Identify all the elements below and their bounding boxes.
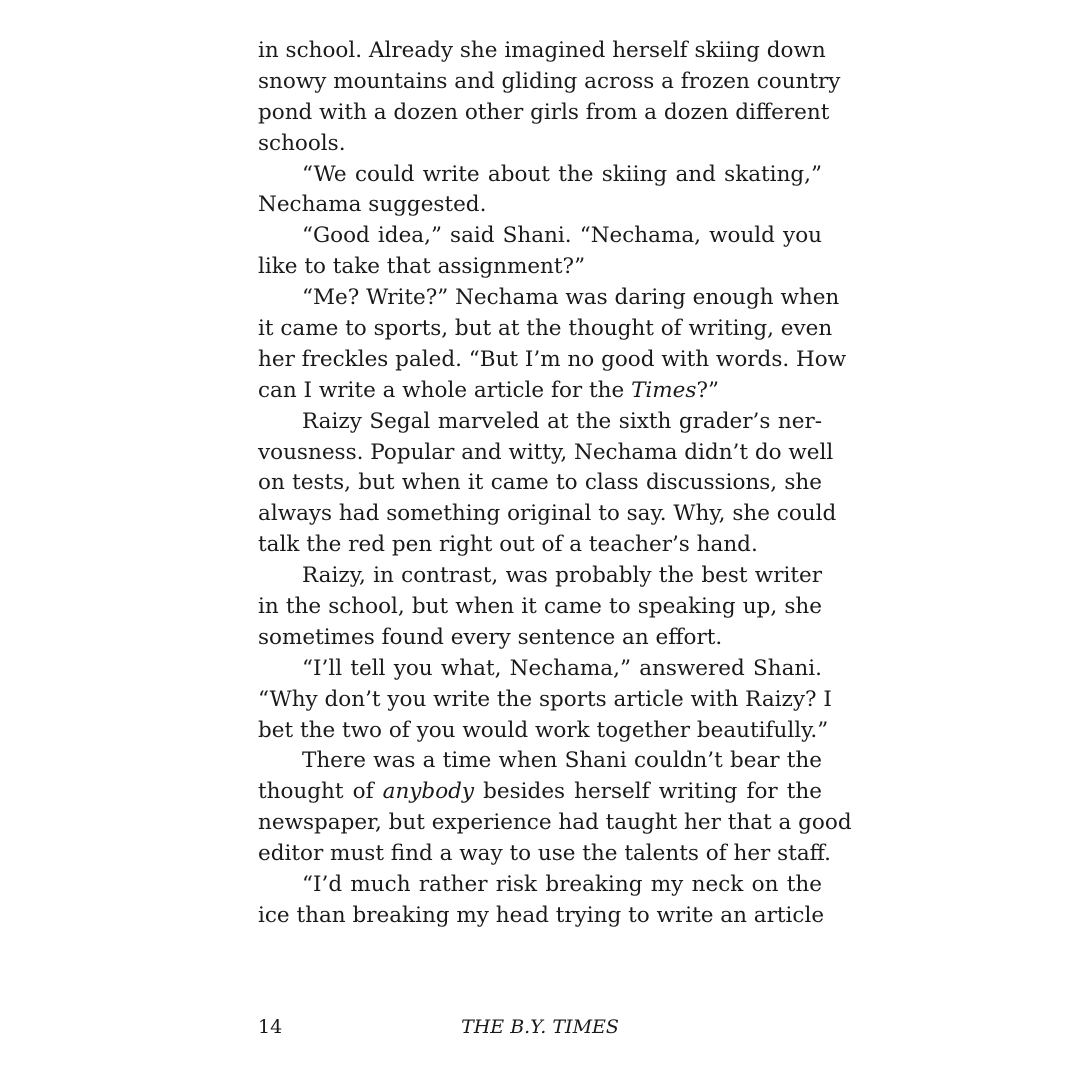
text-line: [258, 654, 822, 685]
text-line: [258, 36, 826, 67]
text-line: [258, 129, 822, 160]
text-segment: Raizy, in contrast, was probably the best writer: [302, 563, 822, 589]
text-line: [258, 407, 822, 438]
text-segment: in school. Already she imagined herself skiing down: [258, 38, 826, 63]
text-segment: “I’d much rather risk breaking my neck on the: [302, 872, 822, 898]
text-line: [258, 561, 822, 592]
page-footer: [258, 1013, 822, 1041]
text-segment: “We could write about the skiing and skating,”: [302, 161, 822, 187]
text-segment: vousness. Popular and witty, Nechama didn’t do well: [258, 439, 834, 465]
text-segment: sometimes found every sentence an effort.: [258, 624, 723, 650]
text-segment: can I write a whole article for the: [258, 377, 632, 403]
text-segment: There was a time when Shani couldn’t bear the: [302, 748, 822, 774]
text-line: [258, 314, 833, 345]
text-segment: “Me? Write?” Nechama was daring enough when: [302, 285, 840, 311]
text-line: [258, 345, 847, 376]
text-segment: always had something original to say. Why, she could: [258, 501, 837, 527]
text-segment: like to take that assignment?”: [258, 254, 586, 280]
text-line: [258, 839, 832, 870]
text-line: [258, 221, 822, 252]
text-segment: talk the red pen right out of a teacher’s hand.: [258, 532, 758, 558]
running-title: THE B.Y. TIMES: [461, 1016, 619, 1038]
text-line: [258, 499, 837, 530]
text-segment: Nechama suggested.: [258, 192, 487, 218]
text-segment: “Why don’t you write the sports article with Raizy? I: [258, 686, 832, 712]
text-segment: in the school, but when it came to speaking up, she: [258, 594, 822, 620]
text-segment: bet the two of you would work together beautifully.”: [258, 717, 829, 743]
text-line: [258, 67, 841, 98]
italic-text-segment: anybody: [382, 779, 475, 805]
text-segment: “I’ll tell you what, Nechama,” answered Shani.: [302, 655, 822, 681]
text-line: [258, 160, 822, 191]
text-line: [258, 777, 822, 808]
text-segment: newspaper, but experience had taught her that a good: [258, 810, 852, 836]
text-segment: schools.: [258, 130, 346, 156]
text-line: [258, 530, 822, 561]
text-line: [258, 98, 830, 129]
text-segment: besides herself writing for the: [474, 779, 822, 805]
text-segment: her freckles paled. “But I’m no good with words. How: [258, 346, 847, 372]
text-line: [258, 190, 822, 221]
text-segment: ice than breaking my head trying to write an article: [258, 902, 825, 928]
text-segment: pond with a dozen other girls from a dozen different: [258, 99, 830, 125]
text-segment: thought of: [258, 779, 383, 805]
text-line: [258, 901, 825, 932]
text-segment: ?”: [696, 377, 719, 403]
text-line: [258, 283, 840, 314]
text-line: [258, 870, 822, 901]
text-line: [258, 746, 822, 777]
italic-text-segment: Times: [631, 377, 697, 403]
text-line: [258, 438, 834, 469]
text-segment: snowy mountains and gliding across a frozen country: [258, 68, 841, 94]
text-line: [258, 376, 822, 407]
text-line: [258, 808, 852, 839]
text-line: [258, 685, 832, 716]
text-segment: “Good idea,” said Shani. “Nechama, would you: [302, 223, 822, 249]
text-line: [258, 468, 822, 499]
text-segment: on tests, but when it came to class discussions, she: [258, 470, 822, 496]
text-line: [258, 592, 822, 623]
text-line: [258, 252, 822, 283]
text-segment: editor must find a way to use the talents of her staff.: [258, 841, 832, 867]
page-number: 14: [258, 1016, 283, 1038]
text-line: [258, 623, 822, 654]
page-body: [258, 36, 852, 932]
text-line: [258, 716, 829, 747]
text-segment: it came to sports, but at the thought of writing, even: [258, 316, 833, 342]
text-segment: Raizy Segal marveled at the sixth grader’s ner-: [302, 408, 822, 434]
